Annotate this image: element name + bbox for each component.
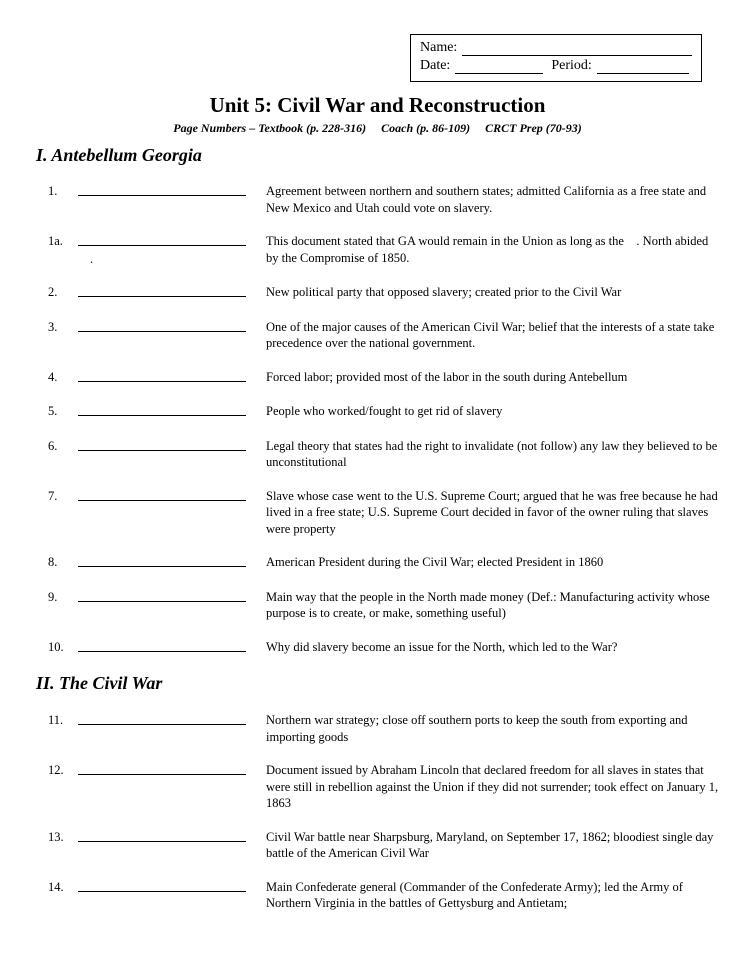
- worksheet-item-3: [48, 319, 719, 352]
- item-description: People who worked/fought to get rid of slavery: [266, 404, 503, 418]
- item-number: 1a.: [48, 234, 63, 248]
- item-number: 14.: [48, 879, 64, 894]
- item-description: Legal theory that states had the right to invalidate (not follow) any law they believed to be unconstitutional: [266, 438, 718, 469]
- name-label: Name:: [420, 40, 458, 55]
- item-description: American President during the Civil War; elected President in 1860: [266, 555, 604, 569]
- section-heading-civil-war: II. The Civil War: [36, 673, 163, 693]
- period-input-line[interactable]: [597, 60, 689, 74]
- item-description: One of the major causes of the American Civil War; belief that the interests of a state take precedence over the national government.: [266, 319, 715, 350]
- worksheet-item-8: [48, 554, 719, 572]
- worksheet-item-10: [48, 639, 719, 657]
- name-input-line[interactable]: [462, 42, 692, 56]
- item-number: 3.: [48, 319, 58, 334]
- item-description: Main way that the people in the North made money (Def.: Manufacturing activity whose purpose is to create, or make, something useful): [266, 589, 710, 620]
- item-number: 6.: [48, 438, 58, 453]
- date-period-row: [420, 58, 692, 74]
- item-subnote: .: [90, 251, 94, 266]
- item-description: Document issued by Abraham Lincoln that declared freedom for all slaves in states that were still in rebellion against the Union if they did not surrender; took effect on January 1, 1863: [266, 763, 719, 810]
- worksheet-item-6: [48, 438, 719, 471]
- worksheet-item-2: [48, 284, 719, 302]
- header-name-box: [410, 34, 702, 82]
- item-description: Why did slavery become an issue for the North, which led to the War?: [266, 639, 618, 654]
- item-number: 13.: [48, 829, 64, 844]
- item-number: 10.: [48, 639, 64, 654]
- answer-blank[interactable]: [78, 488, 246, 501]
- answer-blank[interactable]: [78, 284, 246, 297]
- worksheet-item-11: [48, 712, 719, 745]
- item-number: 2.: [48, 285, 58, 299]
- worksheet-item-4: [48, 369, 719, 387]
- item-description: This document stated that GA would remain in the Union as long as the . North abided by the Compromise of 1850.: [266, 234, 709, 265]
- answer-blank[interactable]: [78, 403, 246, 416]
- item-description: Main Confederate general (Commander of the Confederate Army); led the Army of Northern Virginia in the battles of Gettysburg and Antietam;: [266, 879, 683, 910]
- worksheet-item-1a: [48, 233, 719, 267]
- answer-blank[interactable]: [78, 639, 246, 652]
- item-number: 12.: [48, 763, 64, 777]
- worksheet-item-14: [48, 879, 719, 912]
- item-number: 5.: [48, 404, 58, 418]
- item-description: Agreement between northern and southern states; admitted California as a free state and New Mexico and Utah could vote on slavery.: [266, 184, 707, 215]
- worksheet-item-13: [48, 829, 719, 862]
- item-number: 7.: [48, 488, 58, 503]
- worksheet-item-9: [48, 589, 719, 622]
- answer-blank[interactable]: [78, 879, 246, 892]
- worksheet-item-7: [48, 488, 719, 538]
- page-subtitle: Page Numbers – Textbook (p. 228-316) Coach (p. 86-109) CRCT Prep (70-93): [173, 121, 582, 135]
- section-antebellum-items: [36, 183, 719, 656]
- date-input-line[interactable]: [455, 60, 543, 74]
- answer-blank[interactable]: [78, 438, 246, 451]
- section-heading-antebellum: I. Antebellum Georgia: [36, 145, 202, 165]
- item-number: 8.: [48, 555, 58, 569]
- page-title: Unit 5: Civil War and Reconstruction: [209, 93, 546, 117]
- answer-blank[interactable]: [78, 829, 246, 842]
- answer-blank[interactable]: [78, 554, 246, 567]
- item-description: Northern war strategy; close off southern ports to keep the south from exporting and importing goods: [266, 713, 688, 744]
- answer-blank[interactable]: [78, 589, 246, 602]
- answer-blank[interactable]: [78, 369, 246, 382]
- item-description: New political party that opposed slavery; created prior to the Civil War: [266, 285, 622, 299]
- answer-blank[interactable]: [78, 183, 246, 196]
- worksheet-item-1: [48, 183, 719, 216]
- item-number: 11.: [48, 713, 64, 727]
- name-row: [420, 40, 692, 56]
- item-number: 9.: [48, 589, 58, 604]
- date-label: Date:: [420, 58, 451, 73]
- item-description: Slave whose case went to the U.S. Supreme Court; argued that he was free because he had lived in a free state; U.S. Supreme Court decided in favor of the owner ruling that slaves were property: [266, 488, 718, 536]
- item-number: 4.: [48, 369, 58, 384]
- worksheet-item-5: [48, 403, 719, 421]
- period-label: Period:: [551, 58, 592, 73]
- answer-blank[interactable]: [78, 233, 246, 246]
- answer-blank[interactable]: [78, 712, 246, 725]
- item-number: 1.: [48, 184, 58, 198]
- answer-blank[interactable]: [78, 319, 246, 332]
- item-description: Forced labor; provided most of the labor in the south during Antebellum: [266, 369, 628, 384]
- item-description: Civil War battle near Sharpsburg, Maryland, on September 17, 1862; bloodiest single day battle of the American Civil War: [266, 829, 714, 860]
- section-civil-war-items: [36, 712, 719, 912]
- answer-blank[interactable]: [78, 762, 246, 775]
- worksheet-item-12: [48, 762, 719, 812]
